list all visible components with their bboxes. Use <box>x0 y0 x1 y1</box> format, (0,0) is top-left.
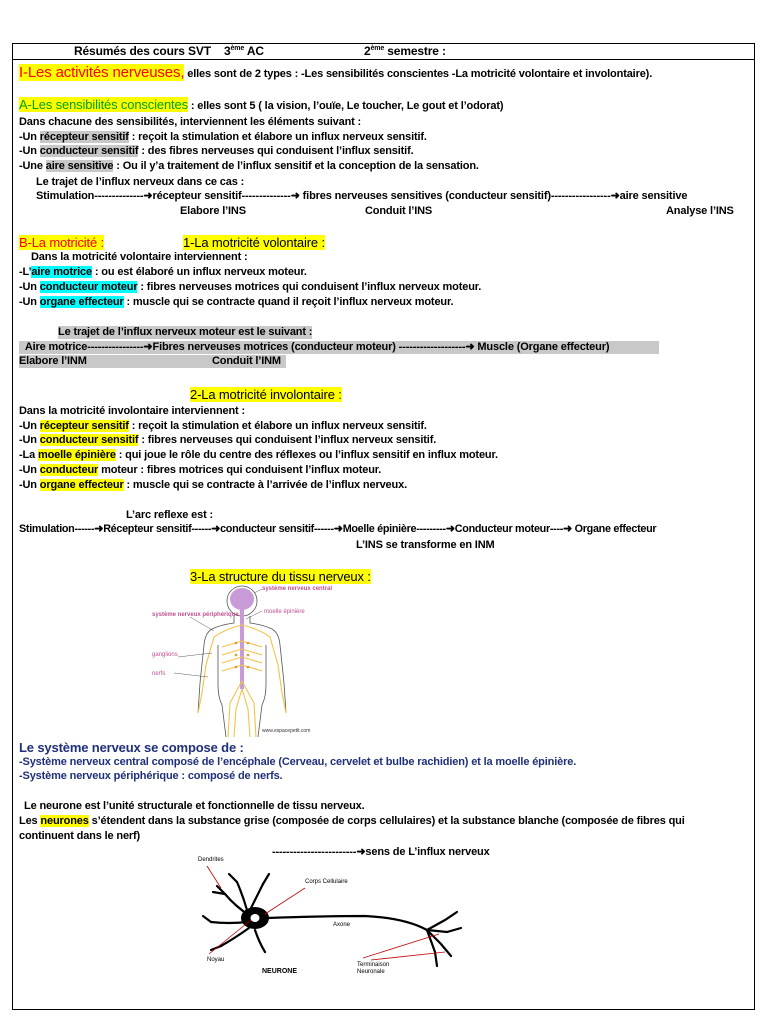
label-nerfs: nerfs <box>152 671 166 677</box>
direction-dashes: ------------------------ <box>272 846 357 858</box>
path-step: aire sensitive <box>619 190 688 202</box>
sectionB-sub2-item-2: -Un conducteur sensitif : fibres nerveuses qui conduisent l’influx nerveux sensitif. <box>19 434 437 446</box>
label-ganglions: ganglions <box>152 652 178 658</box>
neurons-line: Les neurones s’étendent dans la substance grise (composée de corps cellulaires) et la substance blanche (composée de fibres qui <box>19 815 685 827</box>
motor-path-intro: Le trajet de l’influx nerveux moteur est le suivant : <box>58 326 313 338</box>
sectionB-sub2-intro: Dans la motricité involontaire interviennent : <box>19 405 245 417</box>
direction-label: sens de L’influx nerveux <box>365 846 490 858</box>
term-conducteur-sensitif: conducteur sensitif <box>39 145 139 157</box>
motor-path <box>19 341 659 354</box>
sectionB-sub1-intro: Dans la motricité volontaire interviennent : <box>31 251 248 263</box>
arrow-right-icon: ➜ <box>356 846 366 858</box>
label-dendrites: Dendrites <box>198 857 224 863</box>
nucleus-shape <box>251 914 260 922</box>
term-moelle-epiniere: moelle épinière <box>37 449 116 461</box>
sectionB-sub2-item-5: -Un organe effecteur : muscle qui se contracte à l’arrivée de l’influx nerveux. <box>19 479 407 491</box>
path-step: Stimulation------ <box>19 523 95 535</box>
nervous-system-item-2: -Système nerveux périphérique : composé de nerfs. <box>19 770 283 782</box>
path-step: Organe effecteur <box>574 523 657 535</box>
level-number: 3 <box>224 44 231 58</box>
sectionB-sub2-item-3: -La moelle épinière : qui joue le rôle du centre des réflexes ou l’influx sensitif en influx moteur. <box>19 449 498 461</box>
motor-notes <box>19 355 286 368</box>
header-title <box>74 45 211 58</box>
neuron-figure <box>195 858 475 976</box>
level-superscript: ème <box>230 45 245 52</box>
label-noyau: Noyau <box>207 957 225 963</box>
neuron-line: Le neurone est l’unité structurale et fonctionnelle de tissu nerveux. <box>24 800 365 812</box>
path-note: Elabore l’INM <box>19 355 87 367</box>
nervous-system-title: Le système nerveux se compose de : <box>19 740 244 755</box>
path-note: Analyse l’INS <box>666 205 734 217</box>
sectionB-title: B-La motricité : <box>19 235 105 250</box>
label-website: www.espacepetit.com <box>262 728 311 734</box>
path-note: Conduit l’INM <box>212 355 281 367</box>
path-note: Elabore l’INS <box>180 205 246 217</box>
label-moelle: moelle épinière <box>264 609 305 615</box>
section1-line <box>19 64 652 82</box>
path-step: Moelle épinière--------- <box>342 523 446 535</box>
label-terminaison: Terminaison Neuronale <box>357 962 390 975</box>
semester-number: 2 <box>364 44 371 58</box>
reflex-note: L’INS se transforme en INM <box>356 539 495 551</box>
term-recepteur-sensitif: récepteur sensitif <box>39 420 129 432</box>
arrow-right-icon: ➜ <box>94 523 104 535</box>
label-central: système nerveux central <box>262 586 333 592</box>
sectionB-sub1-title: 1-La motricité volontaire : <box>183 235 325 250</box>
arrow-right-icon: ➜ <box>563 523 572 535</box>
path-step: conducteur sensitif------ <box>220 523 334 535</box>
sectionA-title: A-Les sensibilités conscientes <box>19 97 188 112</box>
sectionA-line1: Dans chacune des sensibilités, interviennent les éléments suivant : <box>19 116 362 128</box>
term-aire-sensitive: aire sensitive <box>45 160 114 172</box>
arrow-right-icon: ➜ <box>465 341 475 353</box>
sectionA-item-1: -Un récepteur sensitif : reçoit la stimulation et élabore un influx nerveux sensitif. <box>19 131 427 143</box>
arrow-right-icon: ➜ <box>333 523 343 535</box>
label-neurone: NEURONE <box>262 968 298 975</box>
arrow-right-icon: ➜ <box>610 190 620 202</box>
neurons-line-2: continuent dans le nerf) <box>19 830 141 842</box>
path-step: Stimulation-------------- <box>36 190 144 202</box>
sectionB-sub1-item-3: -Un organe effecteur : muscle qui se contracte quand il reçoit l’influx nerveux moteur. <box>19 296 454 308</box>
label-axone: Axone <box>333 922 351 928</box>
term-neurones: neurones <box>40 815 89 827</box>
label-corps-cellulaire: Corps Cellulaire <box>305 879 348 885</box>
semester-superscript: ème <box>370 45 385 52</box>
sectionA-intro: : elles sont 5 ( la vision, l’ouïe, Le toucher, Le gout et l’odorat) <box>190 100 504 112</box>
reflex-path <box>19 523 656 536</box>
brain-shape <box>230 588 254 610</box>
sectionB-sub1-item-2: -Un conducteur moteur : fibres nerveuses motrices qui conduisent l’influx nerveux moteur. <box>19 281 482 293</box>
sectionB-sub1-item-1: -L’aire motrice : ou est élaboré un influx nerveux moteur. <box>19 266 307 278</box>
header-divider <box>12 59 755 60</box>
nervous-system-item-1: -Système nerveux central composé de l’encéphale (Cerveau, cervelet et bulbe rachidien) et la moelle épinière. <box>19 756 577 768</box>
term-organe-effecteur: organe effecteur <box>39 296 124 308</box>
header-semester <box>364 45 446 58</box>
term-recepteur-sensitif: récepteur sensitif <box>39 131 129 143</box>
sectionA-heading <box>19 97 503 113</box>
arrow-right-icon: ➜ <box>445 523 455 535</box>
course-title: Résumés des cours SVT <box>74 44 211 58</box>
section1-intro: elles sont de 2 types : -Les sensibilités conscientes -La motricité volontaire et involontaire). <box>187 68 653 80</box>
sectionB-sub2-item-4: -Un conducteur moteur : fibres motrices qui conduisent l’influx moteur. <box>19 464 382 476</box>
path-step: Aire motrice---------------- <box>24 341 144 353</box>
reflex-intro: L’arc reflexe est : <box>126 509 214 521</box>
path-step: Muscle (Organe effecteur) <box>477 341 610 353</box>
arrow-right-icon: ➜ <box>143 341 153 353</box>
level-suffix: AC <box>246 44 264 58</box>
sectionB-sub2-title: 2-La motricité involontaire : <box>190 387 342 402</box>
term-conducteur: conducteur <box>39 464 99 476</box>
sectionB-sub3-title: 3-La structure du tissu nerveux : <box>190 569 371 584</box>
path-step: Conducteur moteur---- <box>454 523 564 535</box>
section1-title: I-Les activités nerveuses, <box>19 64 185 81</box>
header-level <box>224 45 264 58</box>
arrow-right-icon: ➜ <box>211 523 221 535</box>
arrow-right-icon: ➜ <box>290 190 300 202</box>
path-note: Conduit l’INS <box>365 205 433 217</box>
sectionA-item-2: -Un conducteur sensitif : des fibres nerveuses qui conduisent l’influx sensitif. <box>19 145 414 157</box>
term-organe-effecteur: organe effecteur <box>39 479 124 491</box>
sectionA-item-3: -Une aire sensitive : Ou il y’a traitement de l’influx sensitif et la conception de la sensation. <box>19 160 479 172</box>
sectionA-path <box>36 190 687 203</box>
path-step: Fibres nerveuses motrices (conducteur moteur) ------------------- <box>152 341 466 353</box>
nervous-system-figure <box>150 585 320 737</box>
sectionB-sub2-item-1: -Un récepteur sensitif : reçoit la stimulation et élabore un influx nerveux sensitif. <box>19 420 427 432</box>
term-conducteur-moteur: conducteur moteur <box>39 281 138 293</box>
term-aire-motrice: aire motrice <box>31 266 92 278</box>
label-peripheral: système nerveux périphérique <box>152 612 239 618</box>
path-step: fibres nerveuses sensitives (conducteur sensitif)----------------- <box>302 190 611 202</box>
path-step: Récepteur sensitif------ <box>103 523 212 535</box>
arrow-right-icon: ➜ <box>143 190 153 202</box>
path-step: récepteur sensitif-------------- <box>152 190 291 202</box>
sectionA-path-intro: Le trajet de l’influx nerveux dans ce cas : <box>36 176 245 188</box>
semester-suffix: semestre : <box>387 44 446 58</box>
term-conducteur-sensitif: conducteur sensitif <box>39 434 139 446</box>
